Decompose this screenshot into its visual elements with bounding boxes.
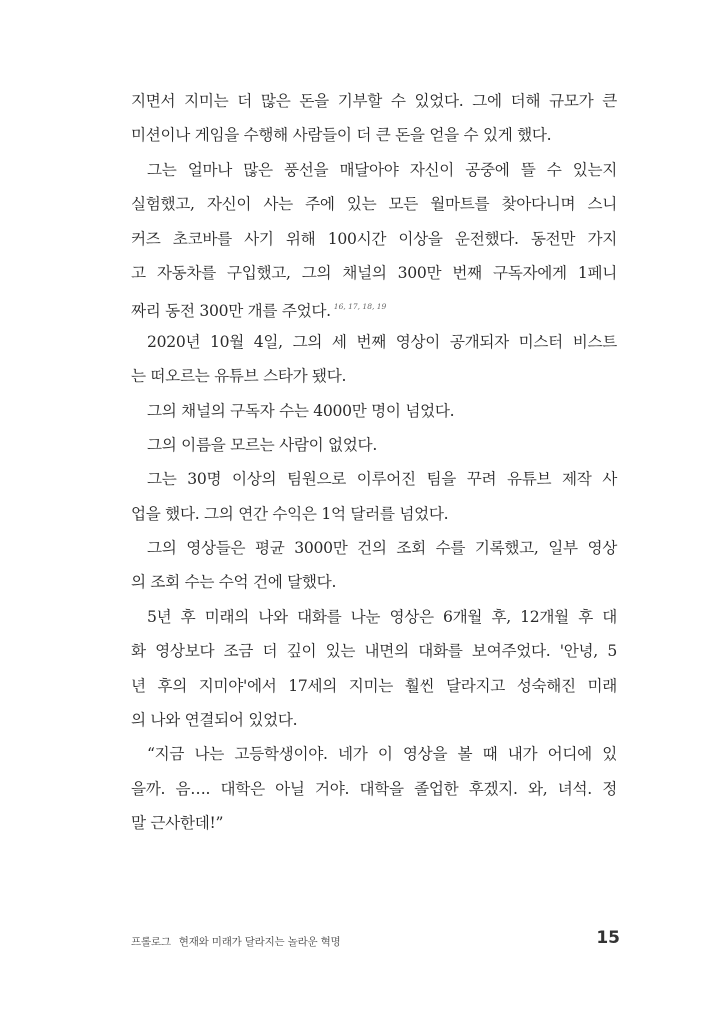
text-line: 그의 이름을 모르는 사람이 없었다. <box>147 435 377 454</box>
text-line <box>131 290 617 324</box>
body-text <box>131 84 617 841</box>
text-line: 그는 얼마나 많은 풍선을 매달아야 자신이 공중에 뜰 수 있는지 <box>147 160 617 179</box>
text-line: 커즈 초코바를 사기 위해 100시간 이상을 운전했다. 동전만 가지 <box>131 229 617 248</box>
text-line: 화 영상보다 조금 더 깊이 있는 내면의 대화를 보여주었다. '안녕, 5 <box>131 642 617 661</box>
text-line: “지금 나는 고등학생이야. 네가 이 영상을 볼 때 내가 어디에 있 <box>147 745 617 764</box>
text-line: 업을 했다. 그의 연간 수익은 1억 달러를 넘었다. <box>131 504 449 523</box>
text-line: 의 나와 연결되어 있었다. <box>131 711 298 730</box>
page-number: 15 <box>596 928 620 948</box>
text-line: 2020년 10월 4일, 그의 세 번째 영상이 공개되자 미스터 비스트 <box>147 332 617 351</box>
text-line: 말 근사한데!” <box>131 814 224 833</box>
text-line: 미션이나 게임을 수행해 사람들이 더 큰 돈을 얻을 수 있게 했다. <box>131 126 552 145</box>
text-line: 고 자동차를 구입했고, 그의 채널의 300만 번째 구독자에게 1페니 <box>131 263 617 282</box>
text-line-content: 짜리 동전 300만 개를 주었다. <box>131 302 331 321</box>
text-line: 그의 채널의 구독자 수는 4000만 명이 넘었다. <box>147 401 455 420</box>
text-line: 5년 후 미래의 나와 대화를 나눈 영상은 6개월 후, 12개월 후 대 <box>147 607 617 626</box>
text-line: 는 떠오르는 유튜브 스타가 됐다. <box>131 367 347 386</box>
text-line: 그는 30명 이상의 팀원으로 이루어진 팀을 꾸려 유튜브 제작 사 <box>147 470 617 489</box>
text-line: 의 조회 수는 수억 건에 달했다. <box>131 573 337 592</box>
footnote-reference: 16, 17, 18, 19 <box>333 302 387 312</box>
text-line: 실험했고, 자신이 사는 주에 있는 모든 월마트를 찾아다니며 스니 <box>131 195 617 214</box>
running-footer <box>131 934 340 949</box>
text-line: 을까. 음…. 대학은 아닐 거야. 대학을 졸업한 후겠지. 와, 녀석. 정 <box>131 779 617 798</box>
text-line: 년 후의 지미야'에서 17세의 지미는 훨씬 달라지고 성숙해진 미래 <box>131 676 617 695</box>
chapter-label: 프롤로그 <box>131 936 171 948</box>
text-line: 지면서 지미는 더 많은 돈을 기부할 수 있었다. 그에 더해 규모가 큰 <box>131 92 617 110</box>
text-line: 그의 영상들은 평균 3000만 건의 조회 수를 기록했고, 일부 영상 <box>147 539 617 558</box>
book-title: 현재와 미래가 달라지는 놀라운 혁명 <box>178 936 341 948</box>
